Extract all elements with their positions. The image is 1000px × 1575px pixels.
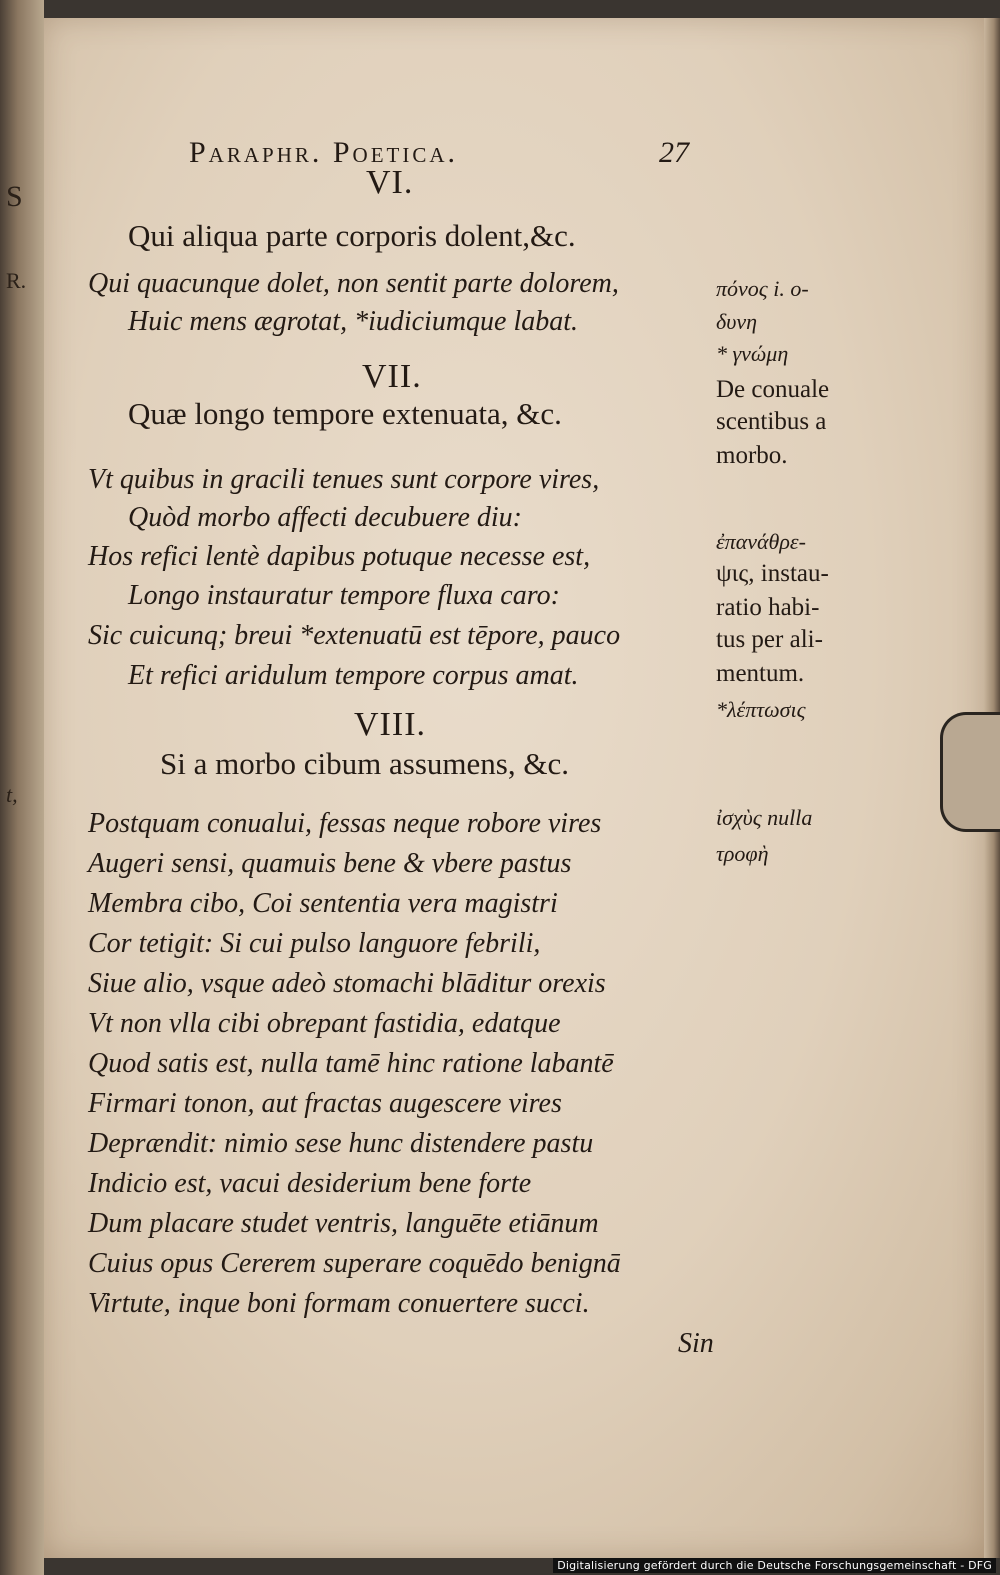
book-page [44,18,984,1558]
margin-note: tus per ali- [716,626,823,653]
verse-line: Cuius opus Cererem superare coquēdo benignā [88,1248,621,1279]
digitization-credit: Digitalisierung gefördert durch die Deutsche Forschungsgemeinschaft - DFG [553,1558,996,1573]
verse-line: Vt quibus in gracili tenues sunt corpore vires, [88,464,600,495]
running-header [44,136,984,176]
facing-page-fragment: S [6,180,23,213]
verse-line: Indicio est, vacui desiderium bene forte [88,1168,532,1199]
verse-line: Longo instauratur tempore fluxa caro: [128,580,560,611]
margin-note: scentibus a [716,408,827,435]
facing-page-fragment: R. [6,268,27,293]
verse-line: Firmari tonon, aut fractas augescere vires [88,1088,562,1119]
verse-line: Huic mens ægrotat, *iudiciumque labat. [128,306,579,337]
verse-line: Membra cibo, Coi sententia vera magistri [88,888,558,919]
margin-note: τροφὴ [716,841,769,866]
section-heading: Quæ longo tempore extenuata, &c. [128,396,562,431]
facing-page-fragment: t, [6,782,18,807]
verse-line: Virtute, inque boni formam conuertere succi. [88,1288,590,1319]
facing-page-edge [0,0,44,1575]
margin-note: πόνος i. ο- [716,276,809,301]
verse-line: Vt non vlla cibi obrepant fastidia, edatque [88,1008,561,1039]
book-clasp-tab [940,712,1000,832]
verse-line: Quòd morbo affecti decubuere diu: [128,502,522,533]
margin-note: morbo. [716,442,788,469]
verse-line: Hos refici lentè dapibus potuque necesse est, [88,541,591,572]
verse-line: Deprændit: nimio sese hunc distendere pastu [88,1128,594,1159]
verse-line: Quod satis est, nulla tamē hinc ratione labantē [88,1048,614,1079]
verse-line: Cor tetigit: Si cui pulso languore febrili, [88,928,541,959]
catchword: Sin [678,1328,714,1359]
margin-note: ἐπανάθρε- [716,529,806,554]
running-title: Paraphr. Poetica. [189,136,459,169]
section-numeral: VII. [362,358,422,395]
margin-note: *λέπτωσις [716,697,806,722]
verse-line: Siue alio, vsque adeò stomachi blāditur orexis [88,968,606,999]
margin-note: δυνη [716,309,758,334]
margin-note: ψις, instau- [716,560,829,587]
margin-note: * γνώμη [716,341,789,366]
margin-note: De conuale [716,376,830,403]
verse-line: Et refici aridulum tempore corpus amat. [128,660,579,691]
section-heading: Si a morbo cibum assumens, &c. [160,746,569,781]
verse-line: Dum placare studet ventris, languēte etiānum [88,1208,599,1239]
margin-note: ratio habi- [716,594,820,621]
section-numeral: VI. [366,164,414,201]
page-number: 27 [659,136,689,169]
section-heading: Qui aliqua parte corporis dolent,&c. [128,218,576,253]
margin-note: ἰσχὺς nulla [716,805,813,830]
section-numeral: VIII. [354,706,427,743]
verse-line: Sic cuicunq; breui *extenuatū est tēpore, pauco [88,620,621,651]
verse-line: Postquam conualui, fessas neque robore vires [88,808,602,839]
margin-note: mentum. [716,660,805,687]
verse-line: Qui quacunque dolet, non sentit parte dolorem, [88,268,619,299]
verse-line: Augeri sensi, quamuis bene & vbere pastus [88,848,572,879]
